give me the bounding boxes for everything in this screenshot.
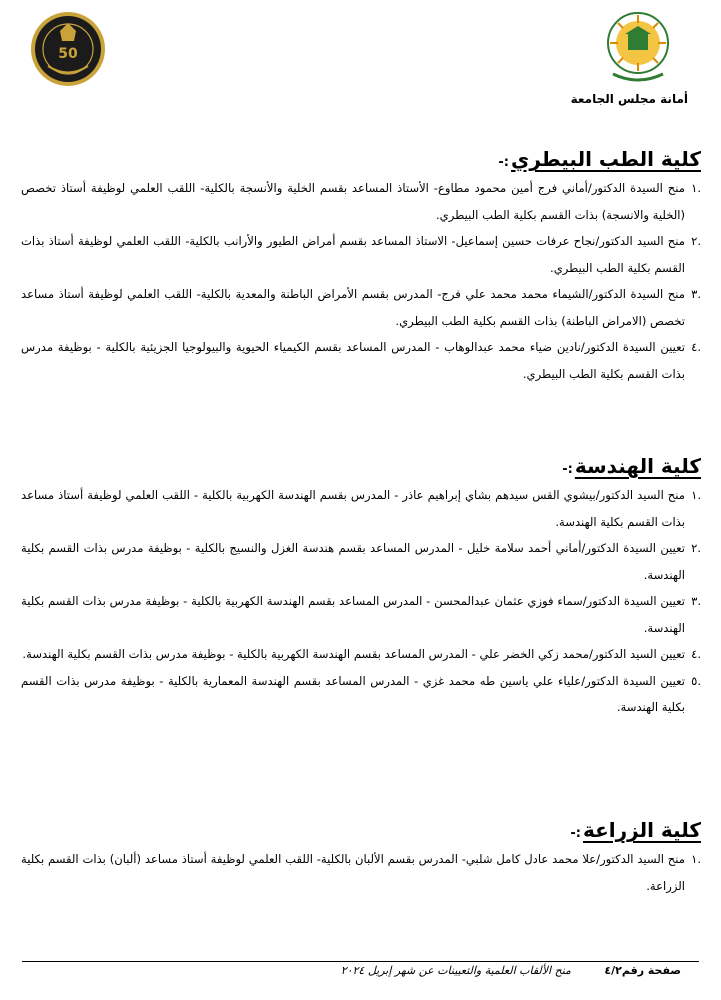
item-number: .١ xyxy=(691,488,701,502)
svg-text:50: 50 xyxy=(58,46,78,62)
footer-note: منح الألقاب العلمية والتعيينات عن شهر إبريل ٢٠٢٤ xyxy=(340,964,571,977)
page-footer xyxy=(341,964,681,977)
page-number: صفحة رقم٤/٢ xyxy=(604,964,681,977)
decision-list xyxy=(21,175,701,387)
list-item xyxy=(21,482,701,535)
item-number: .٢ xyxy=(691,541,701,555)
item-number: .٥ xyxy=(691,673,701,688)
item-text: منح السيدة الدكتور/أماني فرج أمين محمود مطاوع- الأستاذ المساعد بقسم الخلية والأنسجة بالكلية- اللقب العلمي لوظيفة أستاذ تخصص (الخلية والانسجة) بذات القسم بكلية الطب البيطري. xyxy=(21,181,685,222)
section-title-text: كلية الطب البيطري xyxy=(511,147,701,171)
item-number: .٣ xyxy=(691,287,701,301)
section-title xyxy=(21,147,701,171)
university-logo xyxy=(603,10,673,85)
section-title xyxy=(21,818,701,842)
item-number: .٤ xyxy=(691,647,701,661)
section-engineering xyxy=(21,454,701,721)
item-number: .٤ xyxy=(691,340,701,354)
item-text: منح السيد الدكتور/نجاح عرفات حسين إسماعيل- الاستاذ المساعد بقسم أمراض الطيور والأرانب بالكلية- اللقب العلمي لوظيفة أستاذ بذات القسم بكلية الطب البيطري. xyxy=(21,234,685,275)
item-text: تعيين السيد الدكتور/محمد زكي الخضر علي - المدرس المساعد بقسم الهندسة الكهربية بالكلية - بوظيفة مدرس بذات القسم بكلية الهندسة. xyxy=(22,647,685,661)
list-item xyxy=(21,535,701,588)
council-secretariat-label: أمانة مجلس الجامعة xyxy=(570,92,688,106)
section-title-text: كلية الهندسة xyxy=(574,454,701,478)
decision-list xyxy=(21,482,701,721)
list-item xyxy=(21,846,701,899)
decision-list xyxy=(21,846,701,899)
list-item xyxy=(21,334,701,387)
item-text: تعيين السيدة الدكتور/علياء علي ياسين طه محمد غزي - المدرس المساعد بقسم الهندسة المعمارية بالكلية - بوظيفة مدرس بذات القسم بكلية الهندسة. xyxy=(21,673,685,714)
item-number: .١ xyxy=(691,852,701,866)
list-item xyxy=(21,641,701,668)
item-text: منح السيد الدكتور/بيشوي القس سيدهم بشاي إبراهيم عاذر - المدرس بقسم الهندسة الكهربية بالكلية - اللقب العلمي لوظيفة أستاذ مساعد بذات القسم بكلية الهندسة. xyxy=(21,488,685,529)
list-item xyxy=(21,281,701,334)
item-number: .٢ xyxy=(691,234,701,248)
item-number: .٣ xyxy=(691,594,701,608)
item-text: منح السيدة الدكتور/الشيماء محمد محمد علي فرج- المدرس بقسم الأمراض الباطنة والمعدية بالكلية- اللقب العلمي لوظيفة أستاذ مساعد تخصص (الامراض الباطنة) بذات القسم بكلية الطب البيطري. xyxy=(21,287,685,328)
section-title-text: كلية الزراعة xyxy=(582,818,701,842)
item-text: تعيين السيدة الدكتور/أماني أحمد سلامة خليل - المدرس المساعد بقسم هندسة الغزل والنسيج بالكلية - بوظيفة مدرس بذات القسم بكلية الهندسة. xyxy=(21,541,685,582)
section-veterinary xyxy=(21,147,701,387)
section-title-suffix: :- xyxy=(570,826,581,841)
list-item xyxy=(21,588,701,641)
list-item xyxy=(21,228,701,281)
item-text: تعيين السيدة الدكتور/نادين ضياء محمد عبدالوهاب - المدرس المساعد بقسم الكيمياء الحيوية والبيولوجيا الجزيئية بالكلية - بوظيفة مدرس بذات القسم بكلية الطب البيطري. xyxy=(21,340,685,381)
section-agriculture xyxy=(21,818,701,899)
golden-jubilee-logo xyxy=(30,11,106,87)
item-number: .١ xyxy=(691,181,701,195)
section-title xyxy=(21,454,701,478)
item-text: منح السيد الدكتور/علا محمد عادل كامل شلبي- المدرس بقسم الألبان بالكلية- اللقب العلمي لوظيفة أستاذ مساعد (ألبان) بذات القسم بكلية الزراعة. xyxy=(21,852,685,893)
section-title-suffix: :- xyxy=(498,155,510,170)
list-item xyxy=(21,668,701,721)
footer-divider xyxy=(22,961,699,962)
item-text: تعيين السيدة الدكتور/سماء فوزي عثمان عبدالمحسن - المدرس المساعد بقسم الهندسة الكهربية بالكلية - بوظيفة مدرس بذات القسم بكلية الهندسة. xyxy=(21,594,685,635)
section-title-suffix: :- xyxy=(562,462,573,477)
list-item xyxy=(21,175,701,228)
